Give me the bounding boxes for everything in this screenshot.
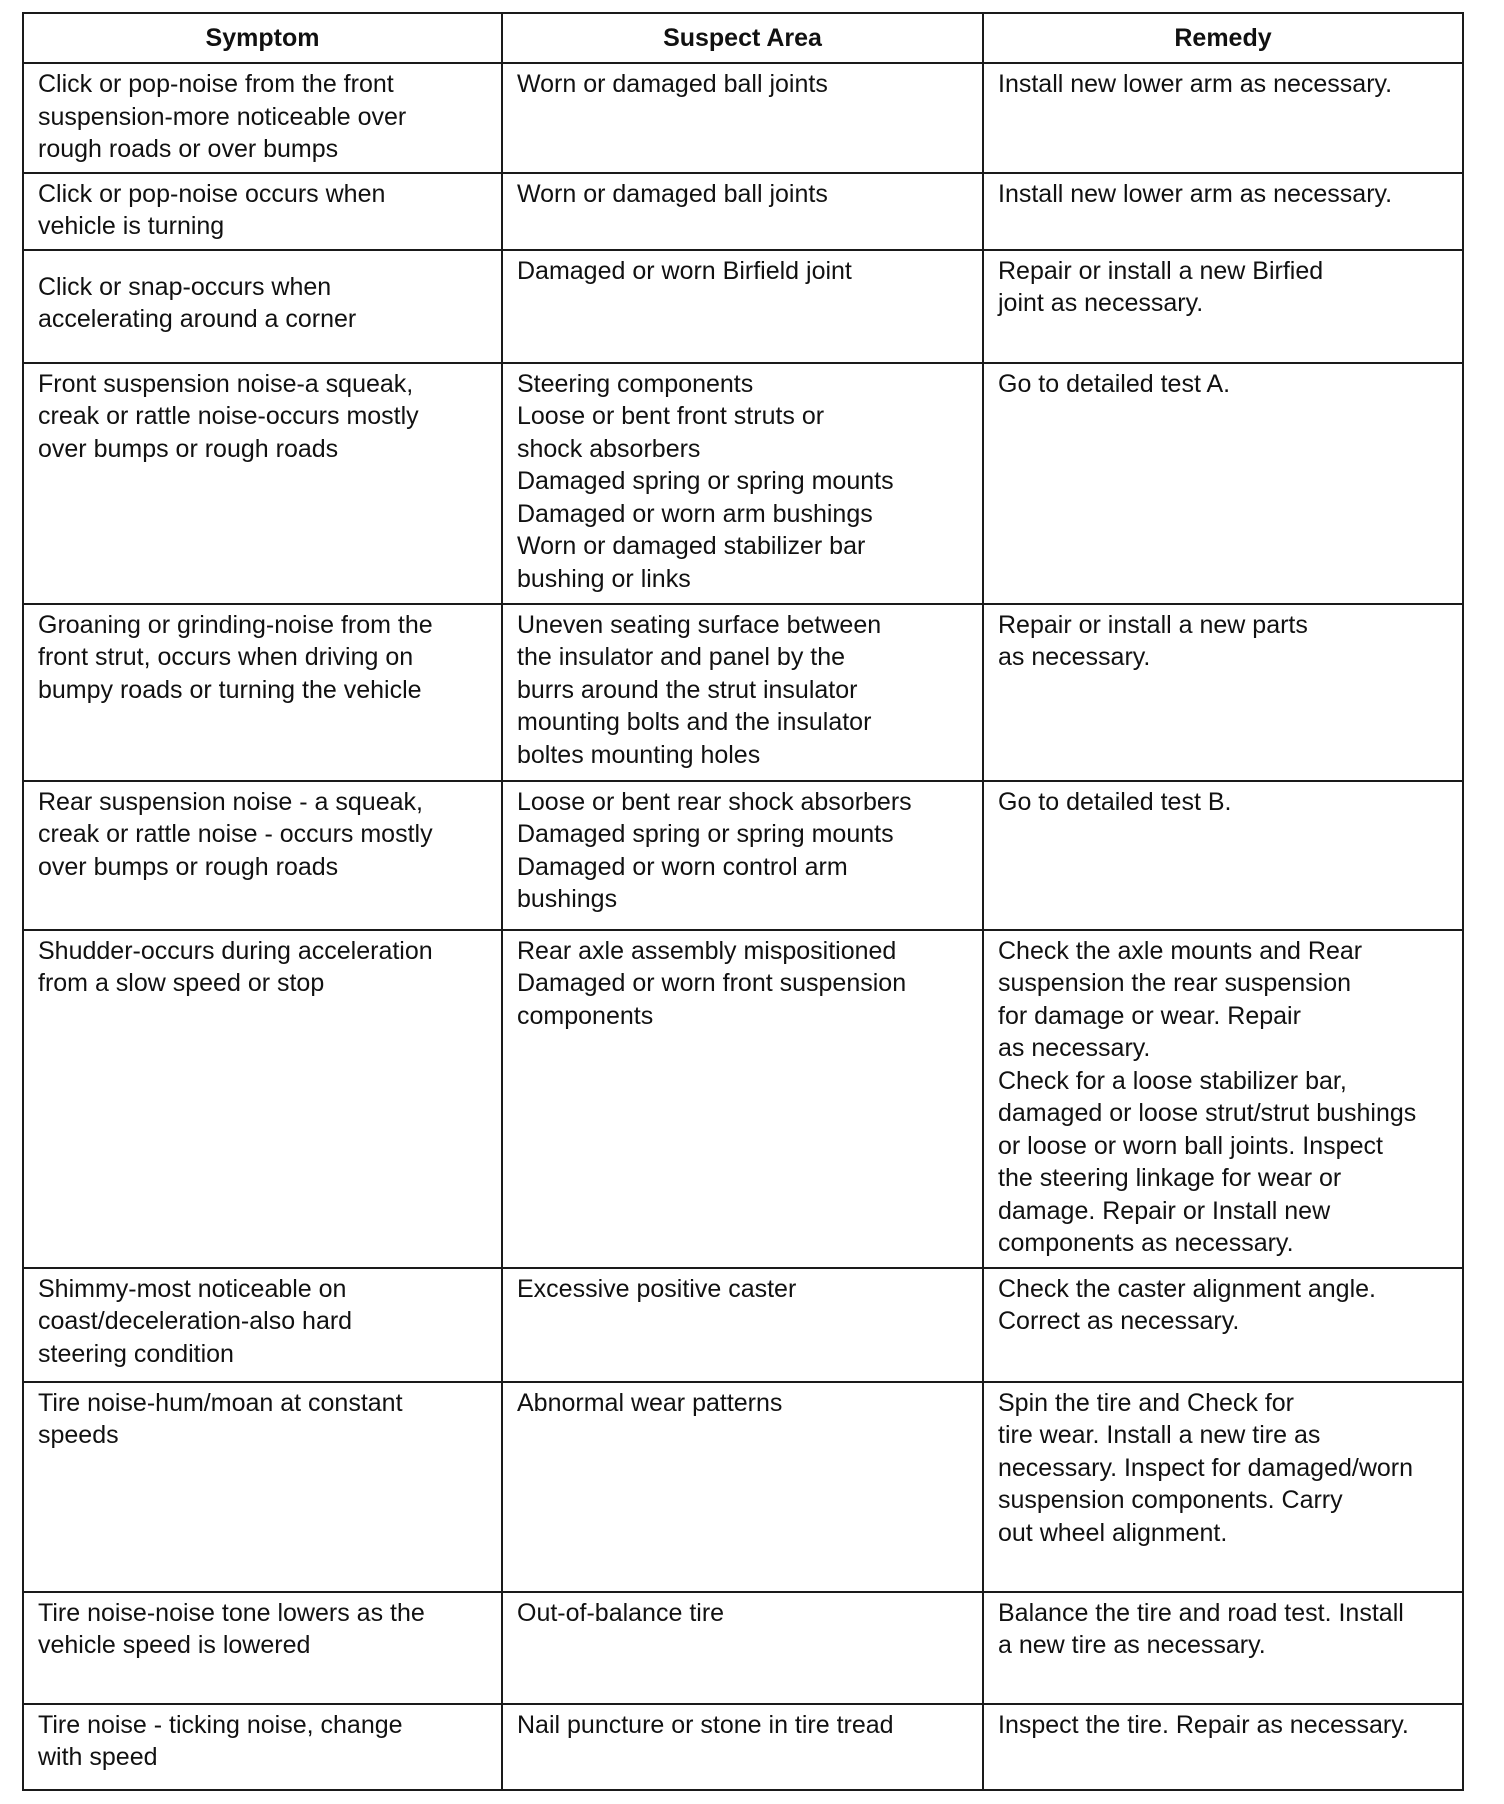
cell-line: Shimmy-most noticeable on bbox=[38, 1274, 347, 1303]
remedy-cell bbox=[983, 1704, 1463, 1790]
symptom-cell bbox=[23, 1592, 502, 1704]
cell-line: Go to detailed test A. bbox=[998, 369, 1231, 398]
cell-line: damaged or loose strut/strut bushings bbox=[998, 1099, 1417, 1127]
remedy-cell bbox=[983, 1268, 1463, 1382]
cell-line: bumpy roads or turning the vehicle bbox=[38, 675, 422, 704]
cell-line: vehicle is turning bbox=[38, 212, 225, 240]
table-row bbox=[23, 250, 1463, 363]
cell-line: components bbox=[517, 1001, 654, 1030]
cell-line: Damaged or worn control arm bbox=[517, 852, 848, 881]
cell-line: Tire noise - ticking noise, change bbox=[38, 1710, 403, 1739]
symptom-cell bbox=[23, 1268, 502, 1382]
cell-line: Click or snap-occurs when bbox=[38, 272, 332, 301]
cell-line: over bumps or rough roads bbox=[38, 434, 339, 463]
suspect-area-cell bbox=[502, 363, 983, 604]
cell-line: Damaged or worn Birfield joint bbox=[517, 256, 852, 285]
table-row bbox=[23, 781, 1463, 930]
cell-line: Click or pop-noise from the front bbox=[38, 70, 394, 98]
suspect-area-cell bbox=[502, 1268, 983, 1382]
remedy-cell bbox=[983, 363, 1463, 604]
cell-line: shock absorbers bbox=[517, 434, 701, 463]
cell-line: or loose or worn ball joints. Inspect bbox=[998, 1131, 1383, 1160]
table-row bbox=[23, 930, 1463, 1268]
cell-line: for damage or wear. Repair bbox=[998, 1001, 1301, 1030]
cell-line: from a slow speed or stop bbox=[38, 969, 325, 997]
symptom-cell bbox=[23, 63, 502, 173]
cell-line: Tire noise-noise tone lowers as the bbox=[38, 1598, 425, 1627]
cell-line: as necessary. bbox=[998, 1034, 1151, 1062]
suspect-area-cell bbox=[502, 1704, 983, 1790]
cell-line: Check the caster alignment angle. bbox=[998, 1274, 1376, 1303]
cell-line: Loose or bent front struts or bbox=[517, 402, 825, 430]
cell-line: suspension components. Carry bbox=[998, 1486, 1343, 1514]
remedy-cell bbox=[983, 250, 1463, 363]
cell-line: Loose or bent rear shock absorbers bbox=[517, 787, 912, 816]
cell-line: Groaning or grinding-noise from the bbox=[38, 610, 433, 639]
remedy-cell bbox=[983, 930, 1463, 1268]
cell-line: Worn or damaged ball joints bbox=[517, 179, 828, 208]
cell-line: front strut, occurs when driving on bbox=[38, 643, 414, 671]
cell-line: Install new lower arm as necessary. bbox=[998, 179, 1393, 208]
table-row bbox=[23, 1704, 1463, 1790]
diagnosis-table bbox=[22, 12, 1464, 1791]
cell-line: suspension-more noticeable over bbox=[38, 102, 407, 131]
table-row bbox=[23, 1592, 1463, 1704]
cell-line: bushings bbox=[517, 885, 618, 913]
symptom-cell bbox=[23, 930, 502, 1268]
cell-line: vehicle speed is lowered bbox=[38, 1631, 311, 1659]
table-row bbox=[23, 173, 1463, 250]
cell-line: Damaged spring or spring mounts bbox=[517, 820, 894, 848]
cell-line: Damaged or worn arm bushings bbox=[517, 499, 873, 528]
cell-line: Rear suspension noise - a squeak, bbox=[38, 787, 423, 816]
cell-line: suspension the rear suspension bbox=[998, 969, 1352, 997]
cell-line: Uneven seating surface between bbox=[517, 610, 882, 639]
cell-line: creak or rattle noise-occurs mostly bbox=[38, 402, 419, 430]
remedy-cell bbox=[983, 604, 1463, 781]
cell-line: creak or rattle noise - occurs mostly bbox=[38, 820, 433, 848]
suspect-area-cell bbox=[502, 173, 983, 250]
cell-line: Out-of-balance tire bbox=[517, 1598, 725, 1627]
suspect-area-cell bbox=[502, 604, 983, 781]
cell-line: joint as necessary. bbox=[998, 289, 1204, 317]
remedy-cell bbox=[983, 63, 1463, 173]
cell-line: the steering linkage for wear or bbox=[998, 1164, 1342, 1192]
table-row bbox=[23, 1268, 1463, 1382]
suspect-area-cell bbox=[502, 63, 983, 173]
cell-line: Correct as necessary. bbox=[998, 1307, 1240, 1335]
cell-line: as necessary. bbox=[998, 643, 1151, 671]
cell-line: damage. Repair or Install new bbox=[998, 1196, 1331, 1225]
cell-line: burrs around the strut insulator bbox=[517, 675, 858, 704]
cell-line: Install new lower arm as necessary. bbox=[998, 70, 1393, 98]
cell-line: Abnormal wear patterns bbox=[517, 1388, 783, 1417]
cell-line: Excessive positive caster bbox=[517, 1274, 797, 1303]
cell-line: with speed bbox=[38, 1743, 158, 1771]
remedy-cell bbox=[983, 781, 1463, 930]
table-row bbox=[23, 363, 1463, 604]
cell-line: Shudder-occurs during acceleration bbox=[38, 936, 433, 965]
cell-line: Repair or install a new parts bbox=[998, 610, 1308, 639]
table-row bbox=[23, 604, 1463, 781]
cell-line: Worn or damaged ball joints bbox=[517, 70, 828, 98]
cell-line: speeds bbox=[38, 1421, 119, 1449]
symptom-cell bbox=[23, 604, 502, 781]
cell-line: Inspect the tire. Repair as necessary. bbox=[998, 1710, 1409, 1739]
remedy-cell bbox=[983, 173, 1463, 250]
remedy-cell bbox=[983, 1382, 1463, 1592]
cell-line: Spin the tire and Check for bbox=[998, 1388, 1294, 1417]
symptom-header: Symptom bbox=[23, 13, 502, 63]
cell-line: Nail puncture or stone in tire tread bbox=[517, 1710, 894, 1739]
table-row bbox=[23, 63, 1463, 173]
cell-line: Steering components bbox=[517, 369, 754, 398]
symptom-cell bbox=[23, 173, 502, 250]
cell-line: Check the axle mounts and Rear bbox=[998, 936, 1363, 965]
cell-line: tire wear. Install a new tire as bbox=[998, 1421, 1321, 1449]
cell-line: Go to detailed test B. bbox=[998, 787, 1232, 816]
cell-line: accelerating around a corner bbox=[38, 305, 357, 333]
suspect-area-cell bbox=[502, 1592, 983, 1704]
suspect-area-cell bbox=[502, 1382, 983, 1592]
cell-line: necessary. Inspect for damaged/worn bbox=[998, 1453, 1414, 1482]
remedy-header: Remedy bbox=[983, 13, 1463, 63]
cell-line: out wheel alignment. bbox=[998, 1518, 1228, 1547]
cell-line: Repair or install a new Birfied bbox=[998, 256, 1324, 285]
cell-line: Balance the tire and road test. Install bbox=[998, 1598, 1404, 1627]
cell-line: Front suspension noise-a squeak, bbox=[38, 369, 414, 398]
cell-line: Check for a loose stabilizer bar, bbox=[998, 1066, 1347, 1095]
cell-line: Worn or damaged stabilizer bar bbox=[517, 532, 866, 560]
cell-line: Click or pop-noise occurs when bbox=[38, 179, 386, 208]
symptom-cell bbox=[23, 250, 502, 363]
symptom-cell bbox=[23, 363, 502, 604]
cell-line: components as necessary. bbox=[998, 1229, 1294, 1257]
cell-line: over bumps or rough roads bbox=[38, 852, 339, 881]
cell-line: steering condition bbox=[38, 1339, 234, 1368]
suspect-area-header: Suspect Area bbox=[502, 13, 983, 63]
cell-line: rough roads or over bumps bbox=[38, 135, 339, 163]
cell-line: Tire noise-hum/moan at constant bbox=[38, 1388, 403, 1417]
symptom-cell bbox=[23, 781, 502, 930]
cell-line: Damaged or worn front suspension bbox=[517, 969, 907, 997]
suspect-area-cell bbox=[502, 250, 983, 363]
table-row bbox=[23, 1382, 1463, 1592]
cell-line: coast/deceleration-also hard bbox=[38, 1307, 353, 1335]
symptom-cell bbox=[23, 1382, 502, 1592]
table-header-row bbox=[23, 13, 1463, 63]
cell-line: boltes mounting holes bbox=[517, 740, 761, 769]
suspect-area-cell bbox=[502, 781, 983, 930]
remedy-cell bbox=[983, 1592, 1463, 1704]
cell-line: the insulator and panel by the bbox=[517, 643, 846, 671]
cell-line: Rear axle assembly mispositioned bbox=[517, 936, 897, 965]
cell-line: Damaged spring or spring mounts bbox=[517, 467, 894, 495]
cell-line: a new tire as necessary. bbox=[998, 1631, 1266, 1659]
cell-line: mounting bolts and the insulator bbox=[517, 708, 872, 736]
cell-line: bushing or links bbox=[517, 564, 691, 593]
suspect-area-cell bbox=[502, 930, 983, 1268]
symptom-cell bbox=[23, 1704, 502, 1790]
